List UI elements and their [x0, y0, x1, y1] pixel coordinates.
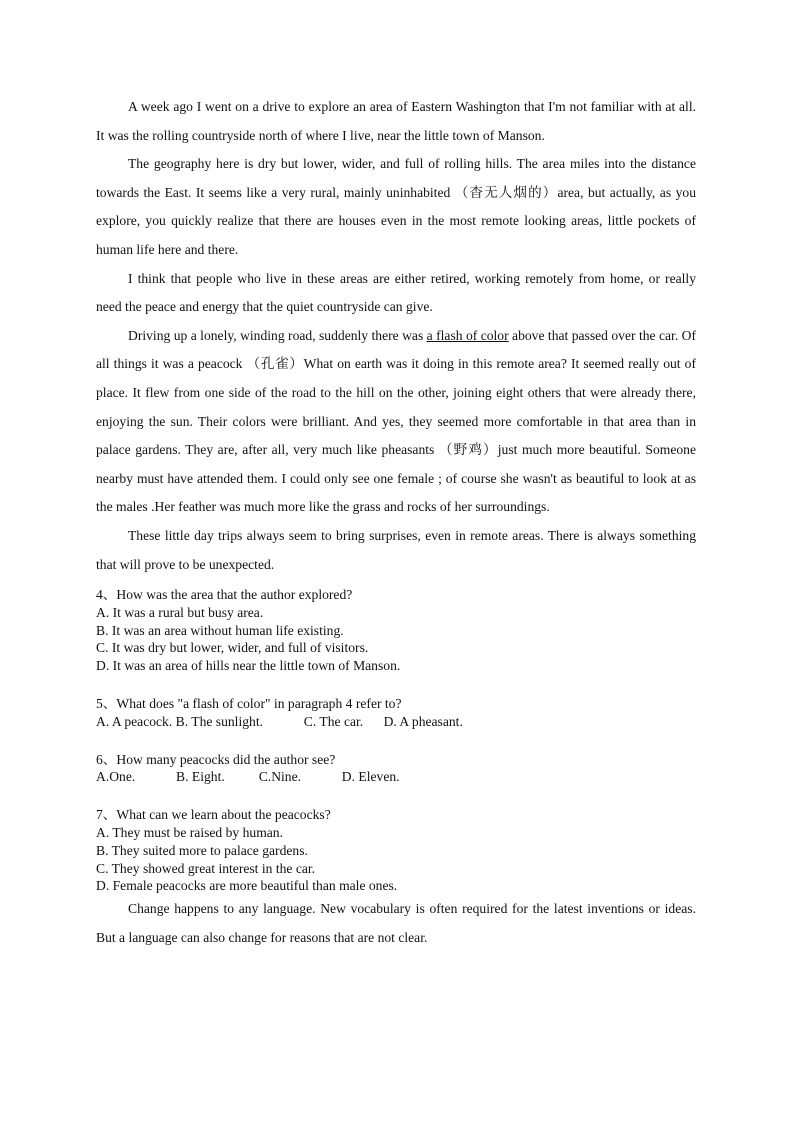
paragraph-4-start: Driving up a lonely, winding road, suddenly there was	[128, 327, 427, 343]
option-c: C. It was dry but lower, wider, and full of visitors.	[96, 640, 369, 656]
question-6	[96, 751, 696, 787]
next-passage-paragraph-1: Change happens to any language. New vocabulary is often required for the latest inventions or ideas. But a language can also change for reasons that are not clear.	[96, 901, 696, 945]
option-d: D. It was an area of hills near the little town of Manson.	[96, 658, 401, 674]
passage-paragraph-2: The geography here is dry but lower, wider, and full of rolling hills. The area miles into the distance towards the East. It seems like a very rural, mainly uninhabited （杳无人烟的）area, but actually, as you explore, you quickly realize that there are houses even in the most remote looking areas, little pockets of human life here and there.	[96, 156, 696, 257]
underlined-phrase: a flash of color	[426, 327, 509, 343]
question-stem: 6、How many peacocks did the author see?	[96, 751, 336, 767]
question-stem: 7、What can we learn about the peacocks?	[96, 807, 331, 823]
question-stem: 4、How was the area that the author explored?	[96, 587, 353, 603]
option-b: B. It was an area without human life existing.	[96, 622, 344, 638]
option-b: B. They suited more to palace gardens.	[96, 842, 308, 858]
passage-paragraph-4	[96, 322, 696, 522]
document-page	[96, 93, 696, 952]
option-d: D. Female peacocks are more beautiful than male ones.	[96, 878, 398, 894]
question-5	[96, 695, 696, 731]
option-a: A. They must be raised by human.	[96, 825, 284, 841]
question-list	[96, 586, 696, 895]
passage-paragraph-5: These little day trips always seem to bring surprises, even in remote areas. There is always something that will prove to be unexpected.	[96, 527, 696, 572]
options-row: A.One. B. Eight. C.Nine. D. Eleven.	[96, 769, 400, 785]
option-c: C. They showed great interest in the car.	[96, 860, 316, 876]
option-a: A. It was a rural but busy area.	[96, 604, 264, 620]
paragraph-4-rest: above that passed over the car. Of all things it was a peacock （孔雀）What on earth was it doing in this remote area? It seemed really out of place. It flew from one side of the road to the hill on the other, joining eight others that were already there, enjoying the sun. Their colors were brilliant. And yes, they seemed more comfortable in that area than in palace gardens. They are, after all, very much like pheasants （野鸡）just much more beautiful. Someone nearby must have attended them. I could only see one female ; of course she wasn't as beautiful to look at as the males .Her feather was much more like the grass and rocks of her surroundings.	[96, 327, 696, 515]
options-row: A. A peacock. B. The sunlight. C. The car. D. A pheasant.	[96, 713, 463, 729]
question-stem: 5、What does "a flash of color" in paragraph 4 refer to?	[96, 696, 402, 712]
question-7	[96, 806, 696, 895]
passage-paragraph-1: A week ago I went on a drive to explore an area of Eastern Washington that I'm not familiar with at all. It was the rolling countryside north of where I live, near the little town of Manson.	[96, 99, 696, 143]
question-4	[96, 586, 696, 675]
passage-paragraph-3: I think that people who live in these areas are either retired, working remotely from home, or really need the peace and energy that the quiet countryside can give.	[96, 270, 696, 315]
